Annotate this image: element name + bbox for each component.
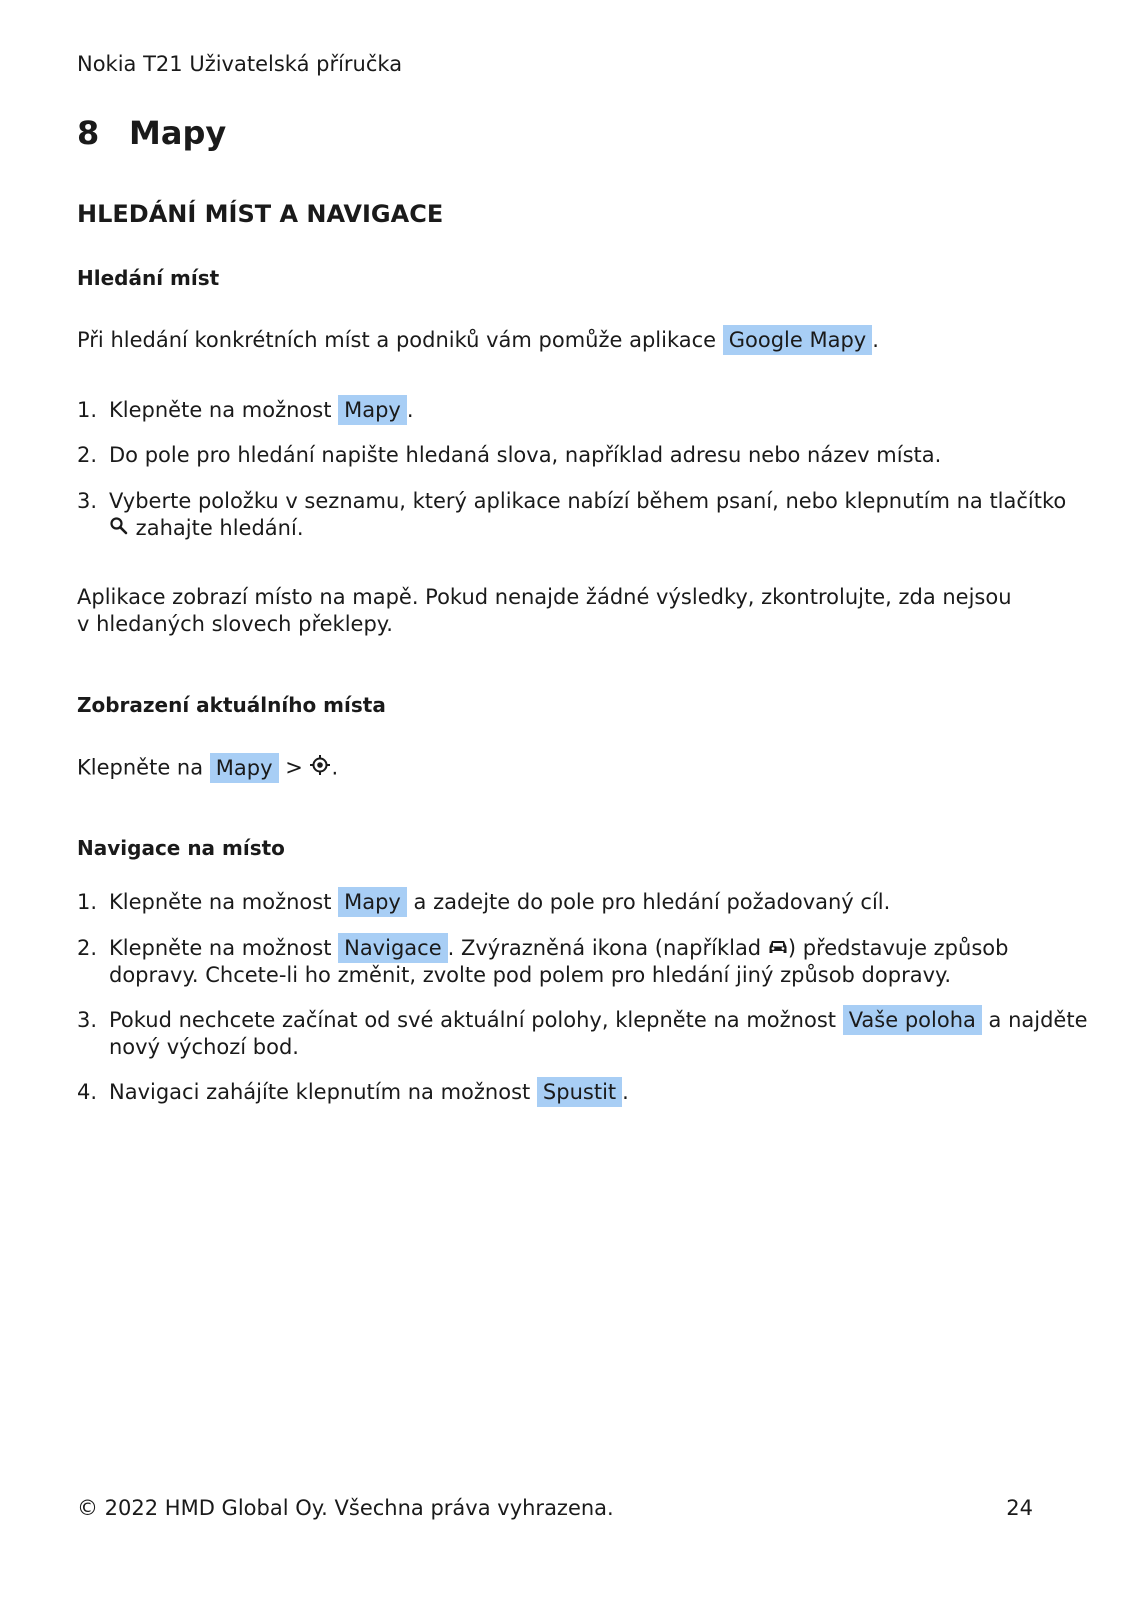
search-result-line2: v hledaných slovech překlepy. (77, 612, 393, 636)
step-text: Klepněte na možnost (109, 936, 339, 960)
step-text-end: ) představuje způsob (787, 936, 1009, 960)
step-number: 2. (77, 443, 98, 467)
navigation-heading: Navigace na místo (77, 836, 285, 860)
current-text: Klepněte na (77, 755, 210, 780)
google-maps-highlight: Google Mapy (723, 325, 872, 355)
step-text-line2: dopravy. Chcete-li ho změnit, zvolte pod polem pro hledání jiný způsob dopravy. (109, 963, 952, 987)
step-number: 3. (77, 1008, 98, 1032)
running-header: Nokia T21 Uživatelská příručka (77, 52, 403, 76)
step-text-line2: nový výchozí bod. (109, 1035, 299, 1059)
search-icon (109, 516, 129, 543)
step-text-end: . (406, 398, 414, 422)
search-heading: Hledání míst (77, 266, 220, 290)
search-intro-end: . (872, 328, 879, 352)
current-location-heading: Zobrazení aktuálního místa (77, 693, 386, 717)
maps-highlight: Mapy (338, 887, 407, 917)
maps-highlight: Mapy (210, 753, 279, 783)
step-text-end: . (622, 1080, 629, 1104)
step-text-end: a zadejte do pole pro hledání požadovaný cíl. (406, 890, 891, 914)
chapter-number: 8 (77, 114, 100, 152)
step-text: Navigaci zahájíte klepnutím na možnost (109, 1080, 537, 1104)
step-text: Klepněte na možnost (109, 398, 339, 422)
search-result-line1: Aplikace zobrazí místo na mapě. Pokud nenajde žádné výsledky, zkontrolujte, zda nejsou (77, 585, 1012, 609)
step-number: 1. (77, 398, 98, 422)
start-highlight: Spustit (537, 1077, 622, 1107)
page-number: 24 (1006, 1496, 1033, 1520)
search-intro-text: Při hledání konkrétních míst a podniků vám pomůže aplikace (77, 328, 723, 352)
my-location-icon (309, 754, 331, 783)
your-location-highlight: Vaše poloha (843, 1005, 982, 1035)
current-end: . (331, 755, 339, 780)
current-location-text (77, 754, 338, 783)
step-text-line1: Vyberte položku v seznamu, který aplikace nabízí během psaní, nebo klepnutím na tlačítko (109, 489, 1067, 513)
step-text-mid: . Zvýrazněná ikona (například (447, 936, 768, 960)
current-separator: > (278, 755, 310, 780)
step-number: 3. (77, 489, 98, 513)
step-text-end: a najděte (981, 1008, 1088, 1032)
step-text: Pokud nechcete začínat od své aktuální polohy, klepněte na možnost (109, 1008, 843, 1032)
chapter-title (77, 114, 226, 152)
step-text-line2: zahajte hledání. (129, 516, 304, 540)
footer-copyright: © 2022 HMD Global Oy. Všechna práva vyhrazena. (77, 1496, 614, 1520)
navigation-highlight: Navigace (338, 933, 448, 963)
step-number: 2. (77, 936, 98, 960)
chapter-name: Mapy (129, 114, 227, 152)
step-number: 1. (77, 890, 98, 914)
section-title: HLEDÁNÍ MÍST A NAVIGACE (77, 200, 444, 228)
step-text: Klepněte na možnost (109, 890, 339, 914)
car-icon (768, 936, 788, 963)
maps-highlight: Mapy (338, 395, 407, 425)
search-intro (77, 327, 879, 354)
step-number: 4. (77, 1080, 98, 1104)
step-text: Do pole pro hledání napište hledaná slova, například adresu nebo název místa. (109, 443, 942, 467)
